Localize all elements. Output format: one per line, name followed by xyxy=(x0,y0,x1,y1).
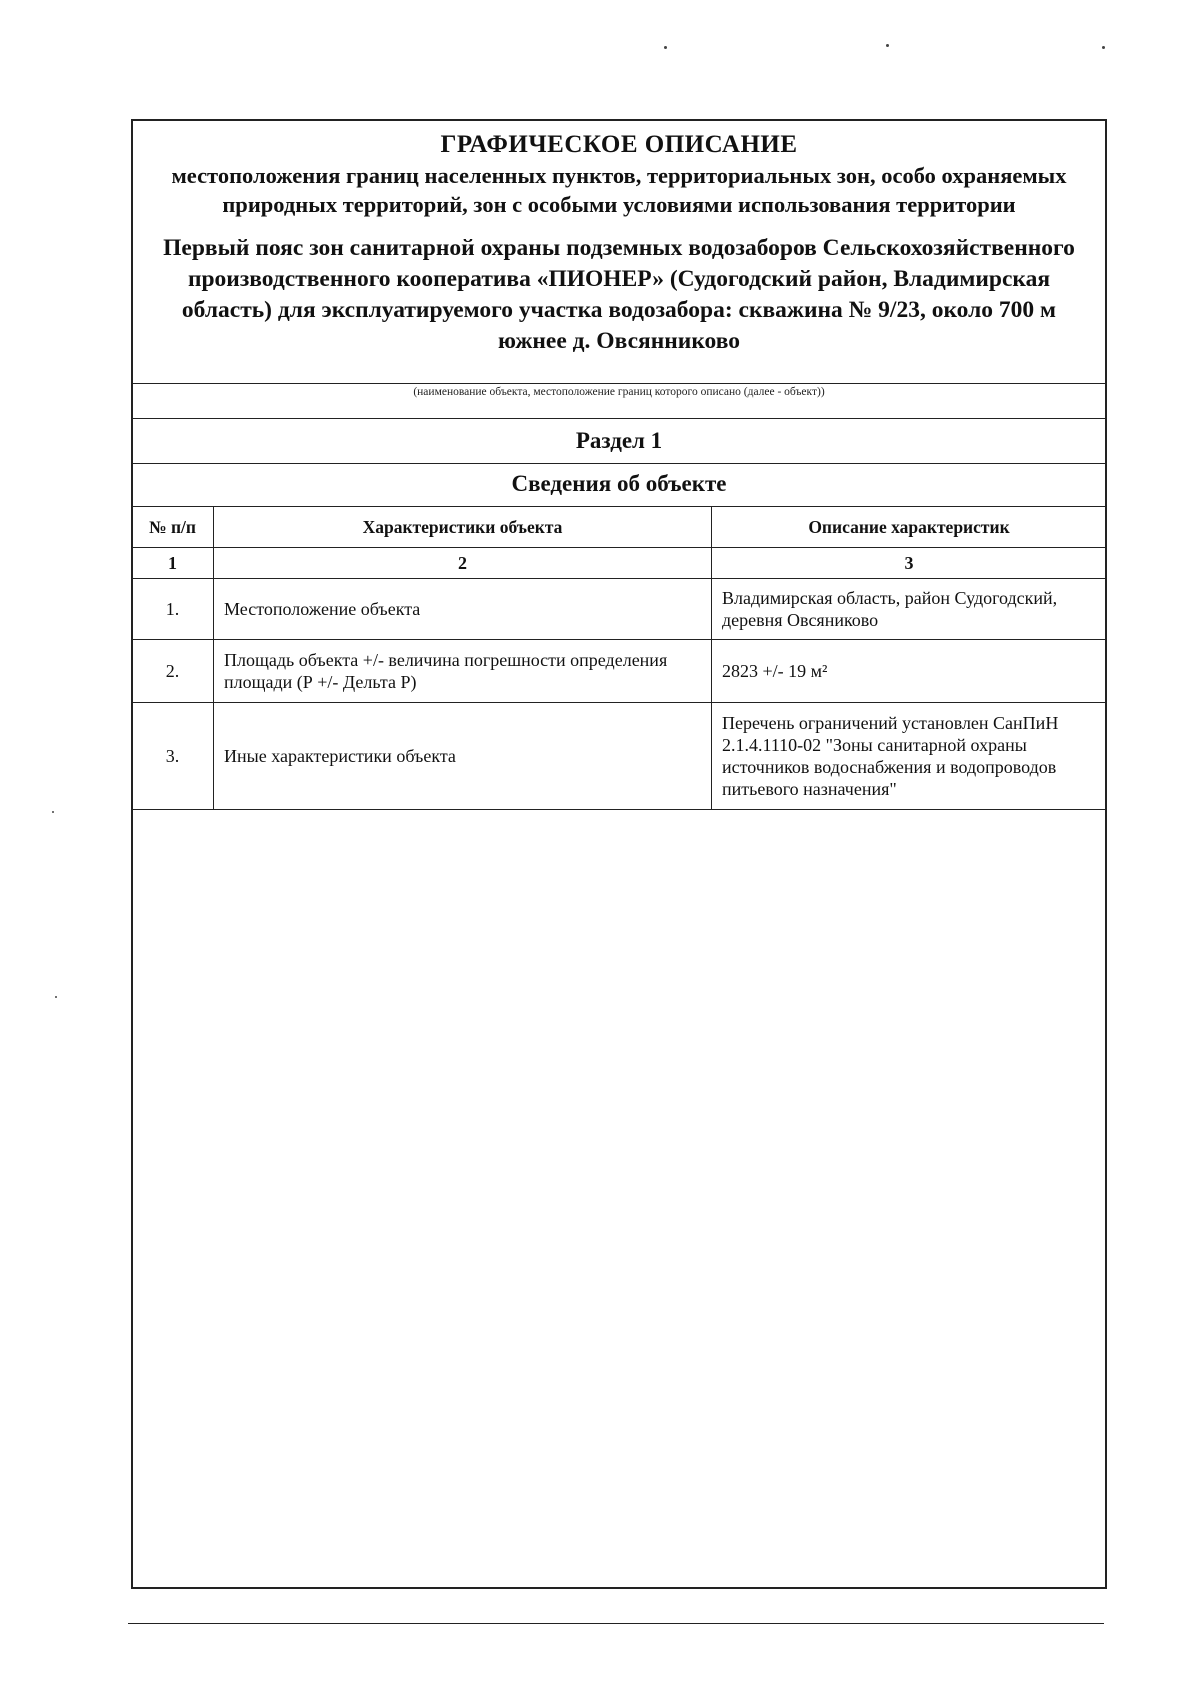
column-header: Характеристики объекта xyxy=(214,507,712,548)
object-caption: (наименование объекта, местоположение границ которого описано (далее - объект)) xyxy=(413,386,825,398)
document-title: ГРАФИЧЕСКОЕ ОПИСАНИЕ xyxy=(440,131,798,158)
scan-speck xyxy=(52,811,54,813)
divider xyxy=(133,383,1105,384)
section-heading: Сведения об объекте xyxy=(511,471,727,496)
column-number: 1 xyxy=(132,548,214,579)
row-characteristic: Площадь объекта +/- величина погрешности определения площади (Р +/- Дельта Р) xyxy=(214,640,712,703)
column-number-row xyxy=(132,548,1107,579)
object-name: Первый пояс зон санитарной охраны подземных водозаборов Сельскохозяйственного производственного кооператива «ПИОНЕР» (Судогодский район, Владимирская область) для эксплуатируемого участка водозабора: скважина № 9/23, около 700 м южнее д. Овсянниково xyxy=(163,235,1075,354)
table-header-row xyxy=(132,507,1107,548)
table-row xyxy=(132,579,1107,640)
table-row xyxy=(132,640,1107,703)
bottom-rule xyxy=(128,1623,1104,1624)
column-header: № п/п xyxy=(132,507,214,548)
scan-speck xyxy=(886,44,889,47)
row-number: 3. xyxy=(132,703,214,810)
column-number: 2 xyxy=(214,548,712,579)
row-characteristic: Иные характеристики объекта xyxy=(214,703,712,810)
row-number: 2. xyxy=(132,640,214,703)
scan-speck xyxy=(664,46,667,49)
object-info-table xyxy=(131,506,1107,810)
row-description: Перечень ограничений установлен СанПиН 2.1.4.1110-02 "Зоны санитарной охраны источников водоснабжения и водопроводов питьевого назначения" xyxy=(712,703,1107,810)
document-header xyxy=(133,121,1105,357)
divider xyxy=(133,463,1105,464)
document-subtitle: местоположения границ населенных пунктов, территориальных зон, особо охраняемых природных территорий, зон с особыми условиями использования территории xyxy=(171,163,1067,217)
divider xyxy=(133,418,1105,419)
row-description: Владимирская область, район Судогодский, деревня Овсяниково xyxy=(712,579,1107,640)
row-description: 2823 +/- 19 м² xyxy=(712,640,1107,703)
column-header: Описание характеристик xyxy=(712,507,1107,548)
scan-speck xyxy=(55,996,57,998)
section-label: Раздел 1 xyxy=(575,428,663,453)
column-number: 3 xyxy=(712,548,1107,579)
table-row xyxy=(132,703,1107,810)
scan-speck xyxy=(1102,46,1105,49)
row-number: 1. xyxy=(132,579,214,640)
row-characteristic: Местоположение объекта xyxy=(214,579,712,640)
